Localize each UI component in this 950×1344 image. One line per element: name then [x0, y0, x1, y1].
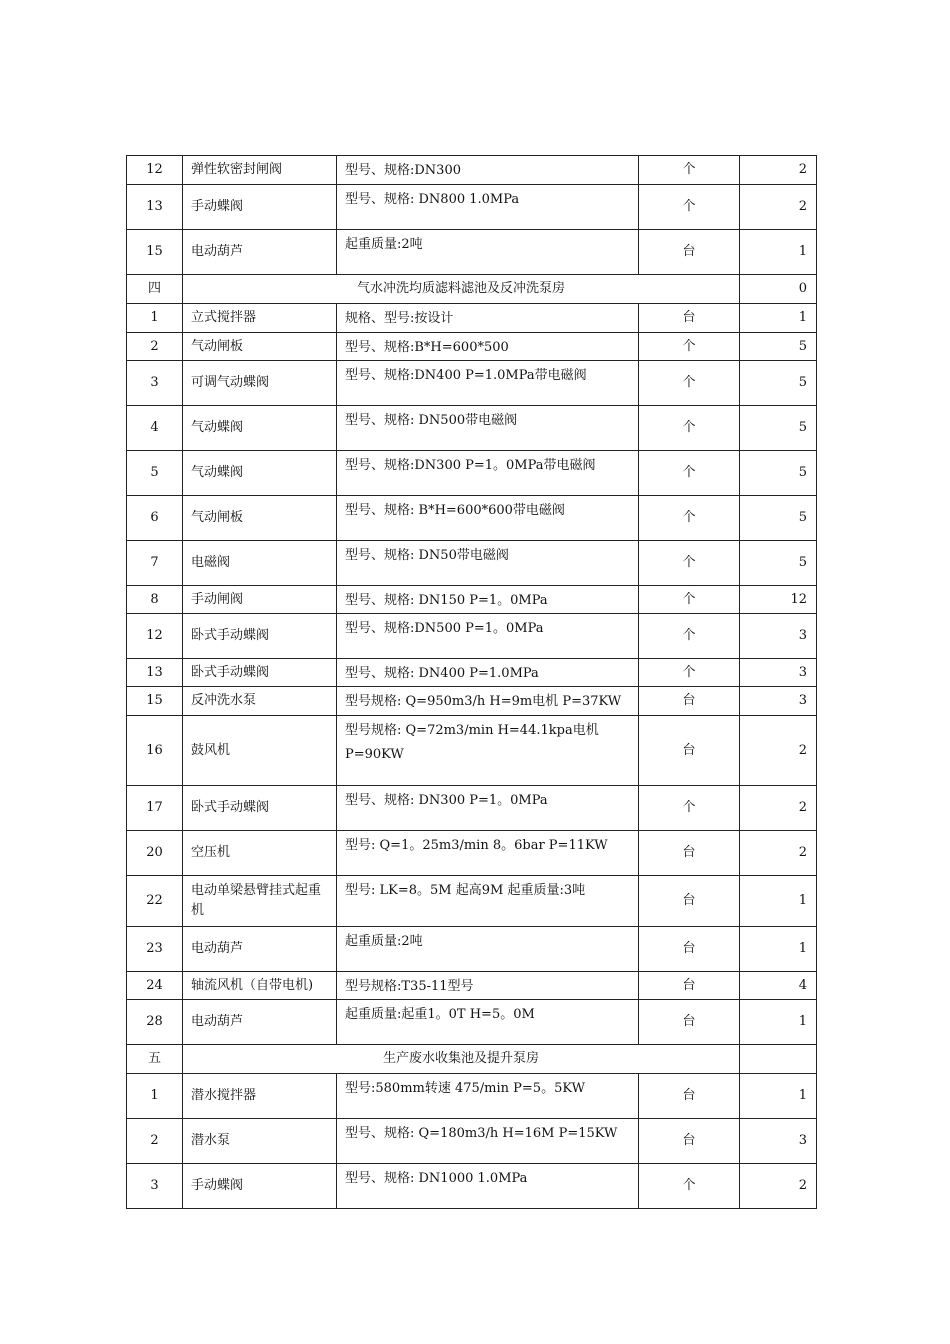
- table-row: [127, 614, 817, 659]
- item-unit: 台: [639, 716, 740, 786]
- table-row: [127, 659, 817, 687]
- item-name: 鼓风机: [183, 716, 337, 786]
- item-name: 反冲洗水泵: [183, 687, 337, 716]
- item-spec: 型号: Q=1。25m3/min 8。6bar P=11KW: [337, 831, 639, 876]
- item-quantity: 2: [740, 786, 817, 831]
- table-row: [127, 156, 817, 185]
- item-spec: 型号、规格:DN300: [337, 156, 639, 185]
- item-number: 12: [127, 156, 183, 185]
- section-row: [127, 275, 817, 304]
- item-name: 气动闸板: [183, 333, 337, 361]
- item-quantity: 1: [740, 230, 817, 275]
- item-name: 卧式手动蝶阀: [183, 786, 337, 831]
- table-row: [127, 972, 817, 1000]
- item-unit: 个: [639, 786, 740, 831]
- item-unit: 台: [639, 1000, 740, 1045]
- section-title: 气水冲洗均质滤料滤池及反冲洗泵房: [183, 275, 740, 304]
- item-unit: 个: [639, 496, 740, 541]
- table-row: [127, 876, 817, 927]
- item-unit: 台: [639, 927, 740, 972]
- table-row: [127, 1119, 817, 1164]
- item-spec: 型号、规格:B*H=600*500: [337, 333, 639, 361]
- item-quantity: 5: [740, 451, 817, 496]
- item-number: 20: [127, 831, 183, 876]
- table-row: [127, 1074, 817, 1119]
- item-number: 1: [127, 1074, 183, 1119]
- item-spec: 型号规格: Q=950m3/h H=9m电机 P=37KW: [337, 687, 639, 716]
- item-quantity: 3: [740, 687, 817, 716]
- item-unit: 台: [639, 831, 740, 876]
- item-number: 2: [127, 333, 183, 361]
- item-quantity: 2: [740, 716, 817, 786]
- item-quantity: 1: [740, 304, 817, 333]
- item-spec: 型号、规格:DN500 P=1。0MPa: [337, 614, 639, 659]
- table-row: [127, 586, 817, 614]
- item-name: 电磁阀: [183, 541, 337, 586]
- item-number: 13: [127, 185, 183, 230]
- item-unit: 台: [639, 1119, 740, 1164]
- item-number: 23: [127, 927, 183, 972]
- item-quantity: 2: [740, 185, 817, 230]
- item-name: 电动葫芦: [183, 230, 337, 275]
- equipment-table-body: [127, 156, 817, 1209]
- item-quantity: 1: [740, 1074, 817, 1119]
- table-row: [127, 333, 817, 361]
- item-quantity: 2: [740, 1164, 817, 1209]
- item-name: 潜水搅拌器: [183, 1074, 337, 1119]
- item-spec: 型号、规格: B*H=600*600带电磁阀: [337, 496, 639, 541]
- item-number: 28: [127, 1000, 183, 1045]
- item-quantity: 5: [740, 406, 817, 451]
- item-number: 3: [127, 1164, 183, 1209]
- item-spec: 起重质量:2吨: [337, 230, 639, 275]
- table-row: [127, 406, 817, 451]
- table-row: [127, 687, 817, 716]
- item-number: 17: [127, 786, 183, 831]
- item-unit: 个: [639, 659, 740, 687]
- item-unit: 个: [639, 1164, 740, 1209]
- item-spec: 起重质量:2吨: [337, 927, 639, 972]
- item-number: 24: [127, 972, 183, 1000]
- item-quantity: 2: [740, 831, 817, 876]
- item-name: 可调气动蝶阀: [183, 361, 337, 406]
- item-quantity: 12: [740, 586, 817, 614]
- item-name: 电动葫芦: [183, 927, 337, 972]
- item-spec: 型号、规格: DN800 1.0MPa: [337, 185, 639, 230]
- item-spec: 型号、规格: DN1000 1.0MPa: [337, 1164, 639, 1209]
- item-spec: 型号、规格: DN400 P=1.0MPa: [337, 659, 639, 687]
- item-quantity: 5: [740, 541, 817, 586]
- item-spec: 型号、规格: DN300 P=1。0MPa: [337, 786, 639, 831]
- item-unit: 个: [639, 185, 740, 230]
- item-name: 弹性软密封闸阀: [183, 156, 337, 185]
- item-number: 13: [127, 659, 183, 687]
- section-row: [127, 1045, 817, 1074]
- table-row: [127, 716, 817, 786]
- item-name: 轴流风机（自带电机): [183, 972, 337, 1000]
- item-unit: 台: [639, 972, 740, 1000]
- table-row: [127, 496, 817, 541]
- item-unit: 台: [639, 876, 740, 927]
- table-row: [127, 185, 817, 230]
- item-quantity: 3: [740, 614, 817, 659]
- section-number: 四: [127, 275, 183, 304]
- equipment-table: [126, 155, 817, 1209]
- item-quantity: 1: [740, 1000, 817, 1045]
- item-quantity: 5: [740, 361, 817, 406]
- item-number: 6: [127, 496, 183, 541]
- item-number: 15: [127, 230, 183, 275]
- item-unit: 台: [639, 687, 740, 716]
- item-number: 1: [127, 304, 183, 333]
- item-name: 立式搅拌器: [183, 304, 337, 333]
- item-name: 气动闸板: [183, 496, 337, 541]
- item-unit: 个: [639, 586, 740, 614]
- item-name: 卧式手动蝶阀: [183, 659, 337, 687]
- item-name: 手动闸阀: [183, 586, 337, 614]
- item-number: 3: [127, 361, 183, 406]
- item-spec: 规格、型号:按设计: [337, 304, 639, 333]
- item-name: 电动葫芦: [183, 1000, 337, 1045]
- table-row: [127, 927, 817, 972]
- item-spec: 型号、规格: Q=180m3/h H=16M P=15KW: [337, 1119, 639, 1164]
- table-row: [127, 1000, 817, 1045]
- table-row: [127, 304, 817, 333]
- item-spec: 起重质量:起重1。0T H=5。0M: [337, 1000, 639, 1045]
- item-unit: 个: [639, 614, 740, 659]
- item-number: 16: [127, 716, 183, 786]
- item-quantity: 3: [740, 1119, 817, 1164]
- table-row: [127, 451, 817, 496]
- item-quantity: 3: [740, 659, 817, 687]
- item-unit: 台: [639, 230, 740, 275]
- table-row: [127, 361, 817, 406]
- item-unit: 台: [639, 304, 740, 333]
- table-row: [127, 786, 817, 831]
- item-spec: 型号、规格:DN300 P=1。0MPa带电磁阀: [337, 451, 639, 496]
- item-name: 手动蝶阀: [183, 1164, 337, 1209]
- item-number: 2: [127, 1119, 183, 1164]
- item-unit: 个: [639, 451, 740, 496]
- section-title: 生产废水收集池及提升泵房: [183, 1045, 740, 1074]
- item-number: 12: [127, 614, 183, 659]
- item-number: 7: [127, 541, 183, 586]
- item-spec: 型号: LK=8。5M 起高9M 起重质量:3吨: [337, 876, 639, 927]
- item-spec: 型号规格: Q=72m3/min H=44.1kpa电机 P=90KW: [337, 716, 639, 786]
- item-number: 5: [127, 451, 183, 496]
- item-quantity: 5: [740, 496, 817, 541]
- item-quantity: 1: [740, 927, 817, 972]
- item-name: 手动蝶阀: [183, 185, 337, 230]
- item-unit: 台: [639, 1074, 740, 1119]
- item-spec: 型号:580mm转速 475/min P=5。5KW: [337, 1074, 639, 1119]
- item-spec: 型号、规格: DN150 P=1。0MPa: [337, 586, 639, 614]
- item-number: 22: [127, 876, 183, 927]
- table-row: [127, 230, 817, 275]
- section-number: 五: [127, 1045, 183, 1074]
- item-unit: 个: [639, 541, 740, 586]
- item-name: 卧式手动蝶阀: [183, 614, 337, 659]
- table-row: [127, 541, 817, 586]
- item-spec: 型号、规格: DN500带电磁阀: [337, 406, 639, 451]
- section-quantity: 0: [740, 275, 817, 304]
- item-quantity: 5: [740, 333, 817, 361]
- item-number: 4: [127, 406, 183, 451]
- item-name: 空压机: [183, 831, 337, 876]
- item-quantity: 1: [740, 876, 817, 927]
- item-name: 电动单梁悬臂挂式起重机: [183, 876, 337, 927]
- item-unit: 个: [639, 333, 740, 361]
- item-unit: 个: [639, 156, 740, 185]
- item-spec: 型号、规格:DN400 P=1.0MPa带电磁阀: [337, 361, 639, 406]
- item-name: 潜水泵: [183, 1119, 337, 1164]
- item-number: 8: [127, 586, 183, 614]
- item-spec: 型号、规格: DN50带电磁阀: [337, 541, 639, 586]
- table-row: [127, 831, 817, 876]
- item-name: 气动蝶阀: [183, 451, 337, 496]
- item-quantity: 4: [740, 972, 817, 1000]
- item-spec: 型号规格:T35-11型号: [337, 972, 639, 1000]
- item-unit: 个: [639, 361, 740, 406]
- item-unit: 个: [639, 406, 740, 451]
- section-quantity: [740, 1045, 817, 1074]
- item-number: 15: [127, 687, 183, 716]
- item-quantity: 2: [740, 156, 817, 185]
- item-name: 气动蝶阀: [183, 406, 337, 451]
- table-row: [127, 1164, 817, 1209]
